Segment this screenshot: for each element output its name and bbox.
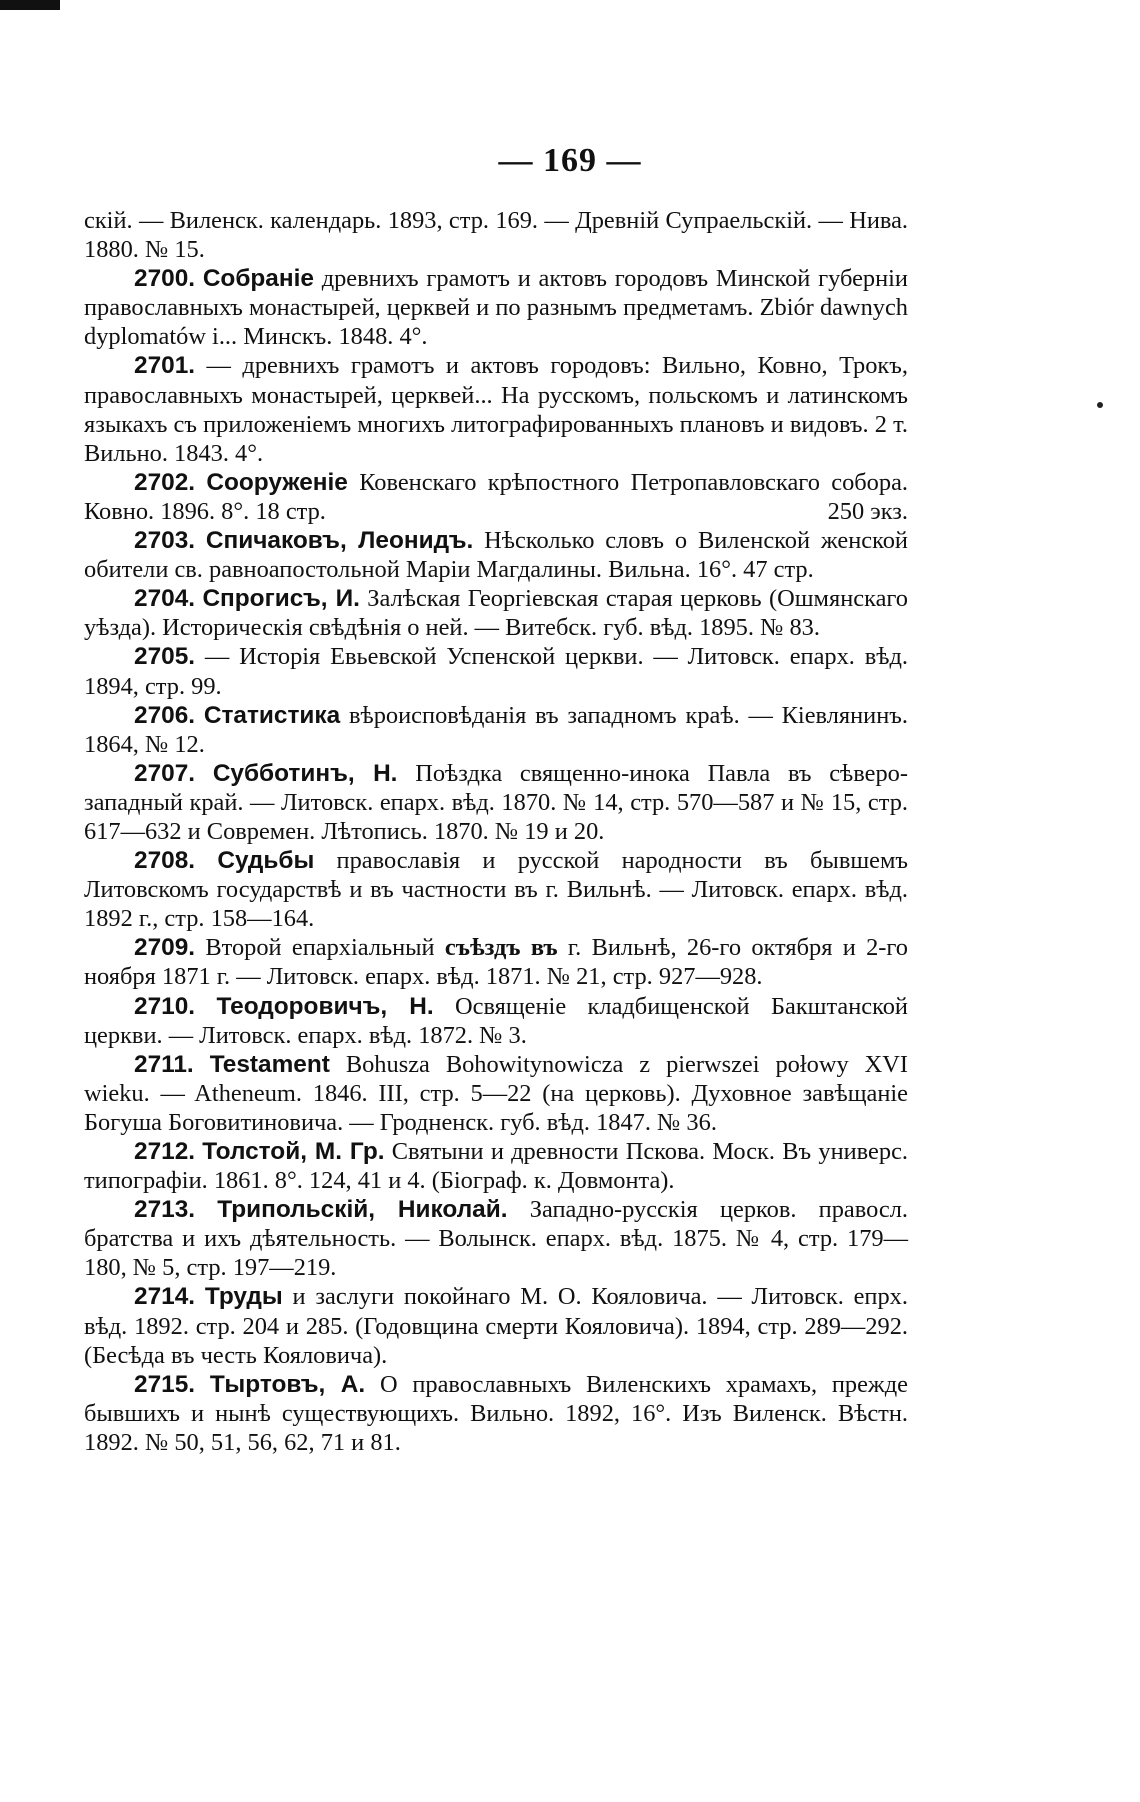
- page-number: — 169 —: [498, 142, 642, 179]
- entry-bold-phrase: съѣздъ въ: [444, 934, 558, 962]
- entry-heading: Теодоровичъ, Н.: [216, 992, 434, 1020]
- entry-text: древнихъ грамотъ и актовъ городовъ Минской губерніи православныхъ монастырей, церквей и по разнымъ предметамъ. Zbiór dawnych dyplomatów i... Минскъ. 1848. 4°.: [84, 265, 908, 351]
- entry-text: Bohusza Bohowitynowicza z pierwszei połowy XVI wieku. — Atheneum. 1846. III, стр. 5—22 (на церковь). Духовное завѣщаніе Богуша Боговитиновича. — Гродненск. губ. вѣд. 1847. № 36.: [84, 1050, 908, 1136]
- entry-number: 2703.: [134, 527, 196, 555]
- entry-text: — древнихъ грамотъ и актовъ городовъ: Вильно, Ковно, Трокъ, православныхъ монастырей, церквей... На русскомъ, польскомъ и латинскомъ языкахъ съ приложеніемъ многихъ литографированныхъ плановъ и видовъ. 2 т. Вильно. 1843. 4°.: [84, 352, 908, 467]
- entry-number: 2707.: [134, 759, 196, 787]
- entry-text: Поѣздка священно-инока Павла въ сѣверо-западный край. — Литовск. епарх. вѣд. 1870. № 14, стр. 570—587 и № 15, стр. 617—632 и Современ. Лѣтопись. 1870. № 19 и 20.: [84, 759, 909, 845]
- entry-heading: Статистика: [203, 701, 341, 729]
- entry-2711: [84, 1050, 908, 1137]
- margin-mark: [1097, 402, 1103, 408]
- entry-number: 2708.: [134, 847, 196, 875]
- entry-heading: Судьбы: [217, 847, 315, 875]
- entry-number: 2701.: [134, 352, 196, 380]
- entry-2704: [84, 584, 908, 642]
- entry-2701: [84, 351, 908, 467]
- entry-number: 2700.: [134, 265, 196, 293]
- entry-2714: [84, 1282, 908, 1369]
- entry-heading: Testament: [209, 1050, 330, 1078]
- entry-heading: Толстой, М. Гр.: [202, 1138, 385, 1165]
- entry-text: Западно-русскія церков. правосл. братства и ихъ дѣятельность. — Волынск. епарх. вѣд. 1875. № 4, стр. 179—180, № 5, стр. 197—219.: [84, 1196, 908, 1282]
- entry-2710: [84, 992, 908, 1050]
- entry-number: 2705.: [134, 643, 196, 671]
- entry-number: 2712.: [134, 1138, 196, 1165]
- entry-number: 2709.: [134, 934, 196, 962]
- bibliography-text: [84, 206, 908, 1457]
- entry-2715: [84, 1370, 908, 1457]
- entry-text: — Исторія Евьевской Успенской церкви. — Литовск. епарх. вѣд. 1894, стр. 99.: [84, 643, 908, 700]
- entry-2705: [84, 642, 908, 700]
- entry-text-continued: г. Вильнѣ, 26-го октября и 2-го ноября 1871 г. — Литовск. епарх. вѣд. 1871. № 21, стр. 927—928.: [84, 934, 908, 991]
- entry-2708: [84, 846, 908, 933]
- entry-text: О православныхъ Виленскихъ храмахъ, прежде бывшихъ и нынѣ существующихъ. Вильно. 1892, 16°. Изъ Виленск. Вѣстн. 1892. № 50, 51, 56, 62, 71 и 81.: [84, 1370, 908, 1456]
- entry-heading: Спичаковъ, Леонидъ.: [205, 527, 474, 555]
- entry-heading: Собраніе: [202, 265, 314, 293]
- entry-text: и заслуги покойнаго М. О. Кояловича. — Литовск. епрх. вѣд. 1892. стр. 204 и 285. (Годовщина смерти Кояловича). 1894, стр. 289—292. (Бесѣда въ честь Кояловича).: [84, 1283, 908, 1369]
- entry-number: 2711.: [134, 1050, 194, 1078]
- entry-heading: Спрогисъ, И.: [202, 585, 360, 613]
- entry-text: Святыни и древности Пскова. Моск. Въ универс. типографіи. 1861. 8°. 124, 41 и 4. (Біограф. к. Довмонта).: [84, 1138, 908, 1195]
- entry-number: 2715.: [134, 1370, 196, 1398]
- entry-text: Освященіе кладбищенской Бакштанской церкви. — Литовск. епарх. вѣд. 1872. № 3.: [84, 992, 908, 1049]
- entry-text: Ковенскаго крѣпостного Петропавловскаго собора. Ковно. 1896. 8°. 18 стр.: [84, 468, 908, 525]
- entry-number: 2713.: [134, 1196, 196, 1224]
- entry-2702: [84, 468, 908, 526]
- scan-artifact: [0, 0, 60, 10]
- entry-number: 2702.: [134, 468, 196, 496]
- entry-text: Нѣсколько словъ о Виленской женской обители св. равноапостольной Маріи Магдалины. Вильна. 16°. 47 стр.: [84, 527, 908, 584]
- entry-number: 2714.: [134, 1283, 196, 1311]
- entry-text: вѣроисповѣданія въ западномъ краѣ. — Кіевлянинъ. 1864, № 12.: [84, 701, 908, 758]
- entry-heading: Субботинъ, Н.: [212, 759, 398, 787]
- entry-heading: Сооруженіе: [206, 468, 348, 496]
- entry-2700: [84, 264, 908, 351]
- entry-number: 2706.: [134, 701, 196, 729]
- entry-heading: Тыртовъ, А.: [209, 1370, 366, 1398]
- entry-number: 2704.: [134, 585, 196, 613]
- entry-heading: Труды: [204, 1283, 283, 1311]
- entry-2703: [84, 526, 908, 584]
- entry-text: Залѣская Георгіевская старая церковь (Ошмянскаго уѣзда). Историческія свѣдѣнія о ней. — Витебск. губ. вѣд. 1895. № 83.: [84, 585, 908, 642]
- entry-2709: [84, 933, 908, 991]
- entry-text: Второй епархіальный: [195, 934, 445, 962]
- entry-2713: [84, 1195, 908, 1282]
- entry-2706: [84, 701, 908, 759]
- entry-number: 2710.: [134, 992, 196, 1020]
- entry-heading: Трипольскій, Николай.: [217, 1196, 508, 1224]
- entry-text: православія и русской народности въ бывшемъ Литовскомъ государствѣ и въ частности въ г. Вильнѣ. — Литовск. епарх. вѣд. 1892 г., стр. 158—164.: [84, 847, 908, 933]
- entry-2707: [84, 759, 908, 846]
- entry-edition-count: 250 экз.: [827, 497, 908, 525]
- entry-2712: [84, 1137, 908, 1195]
- continuation-paragraph: скій. — Виленск. календарь. 1893, стр. 169. — Древній Супраельскій. — Нива. 1880. № 15.: [84, 207, 908, 264]
